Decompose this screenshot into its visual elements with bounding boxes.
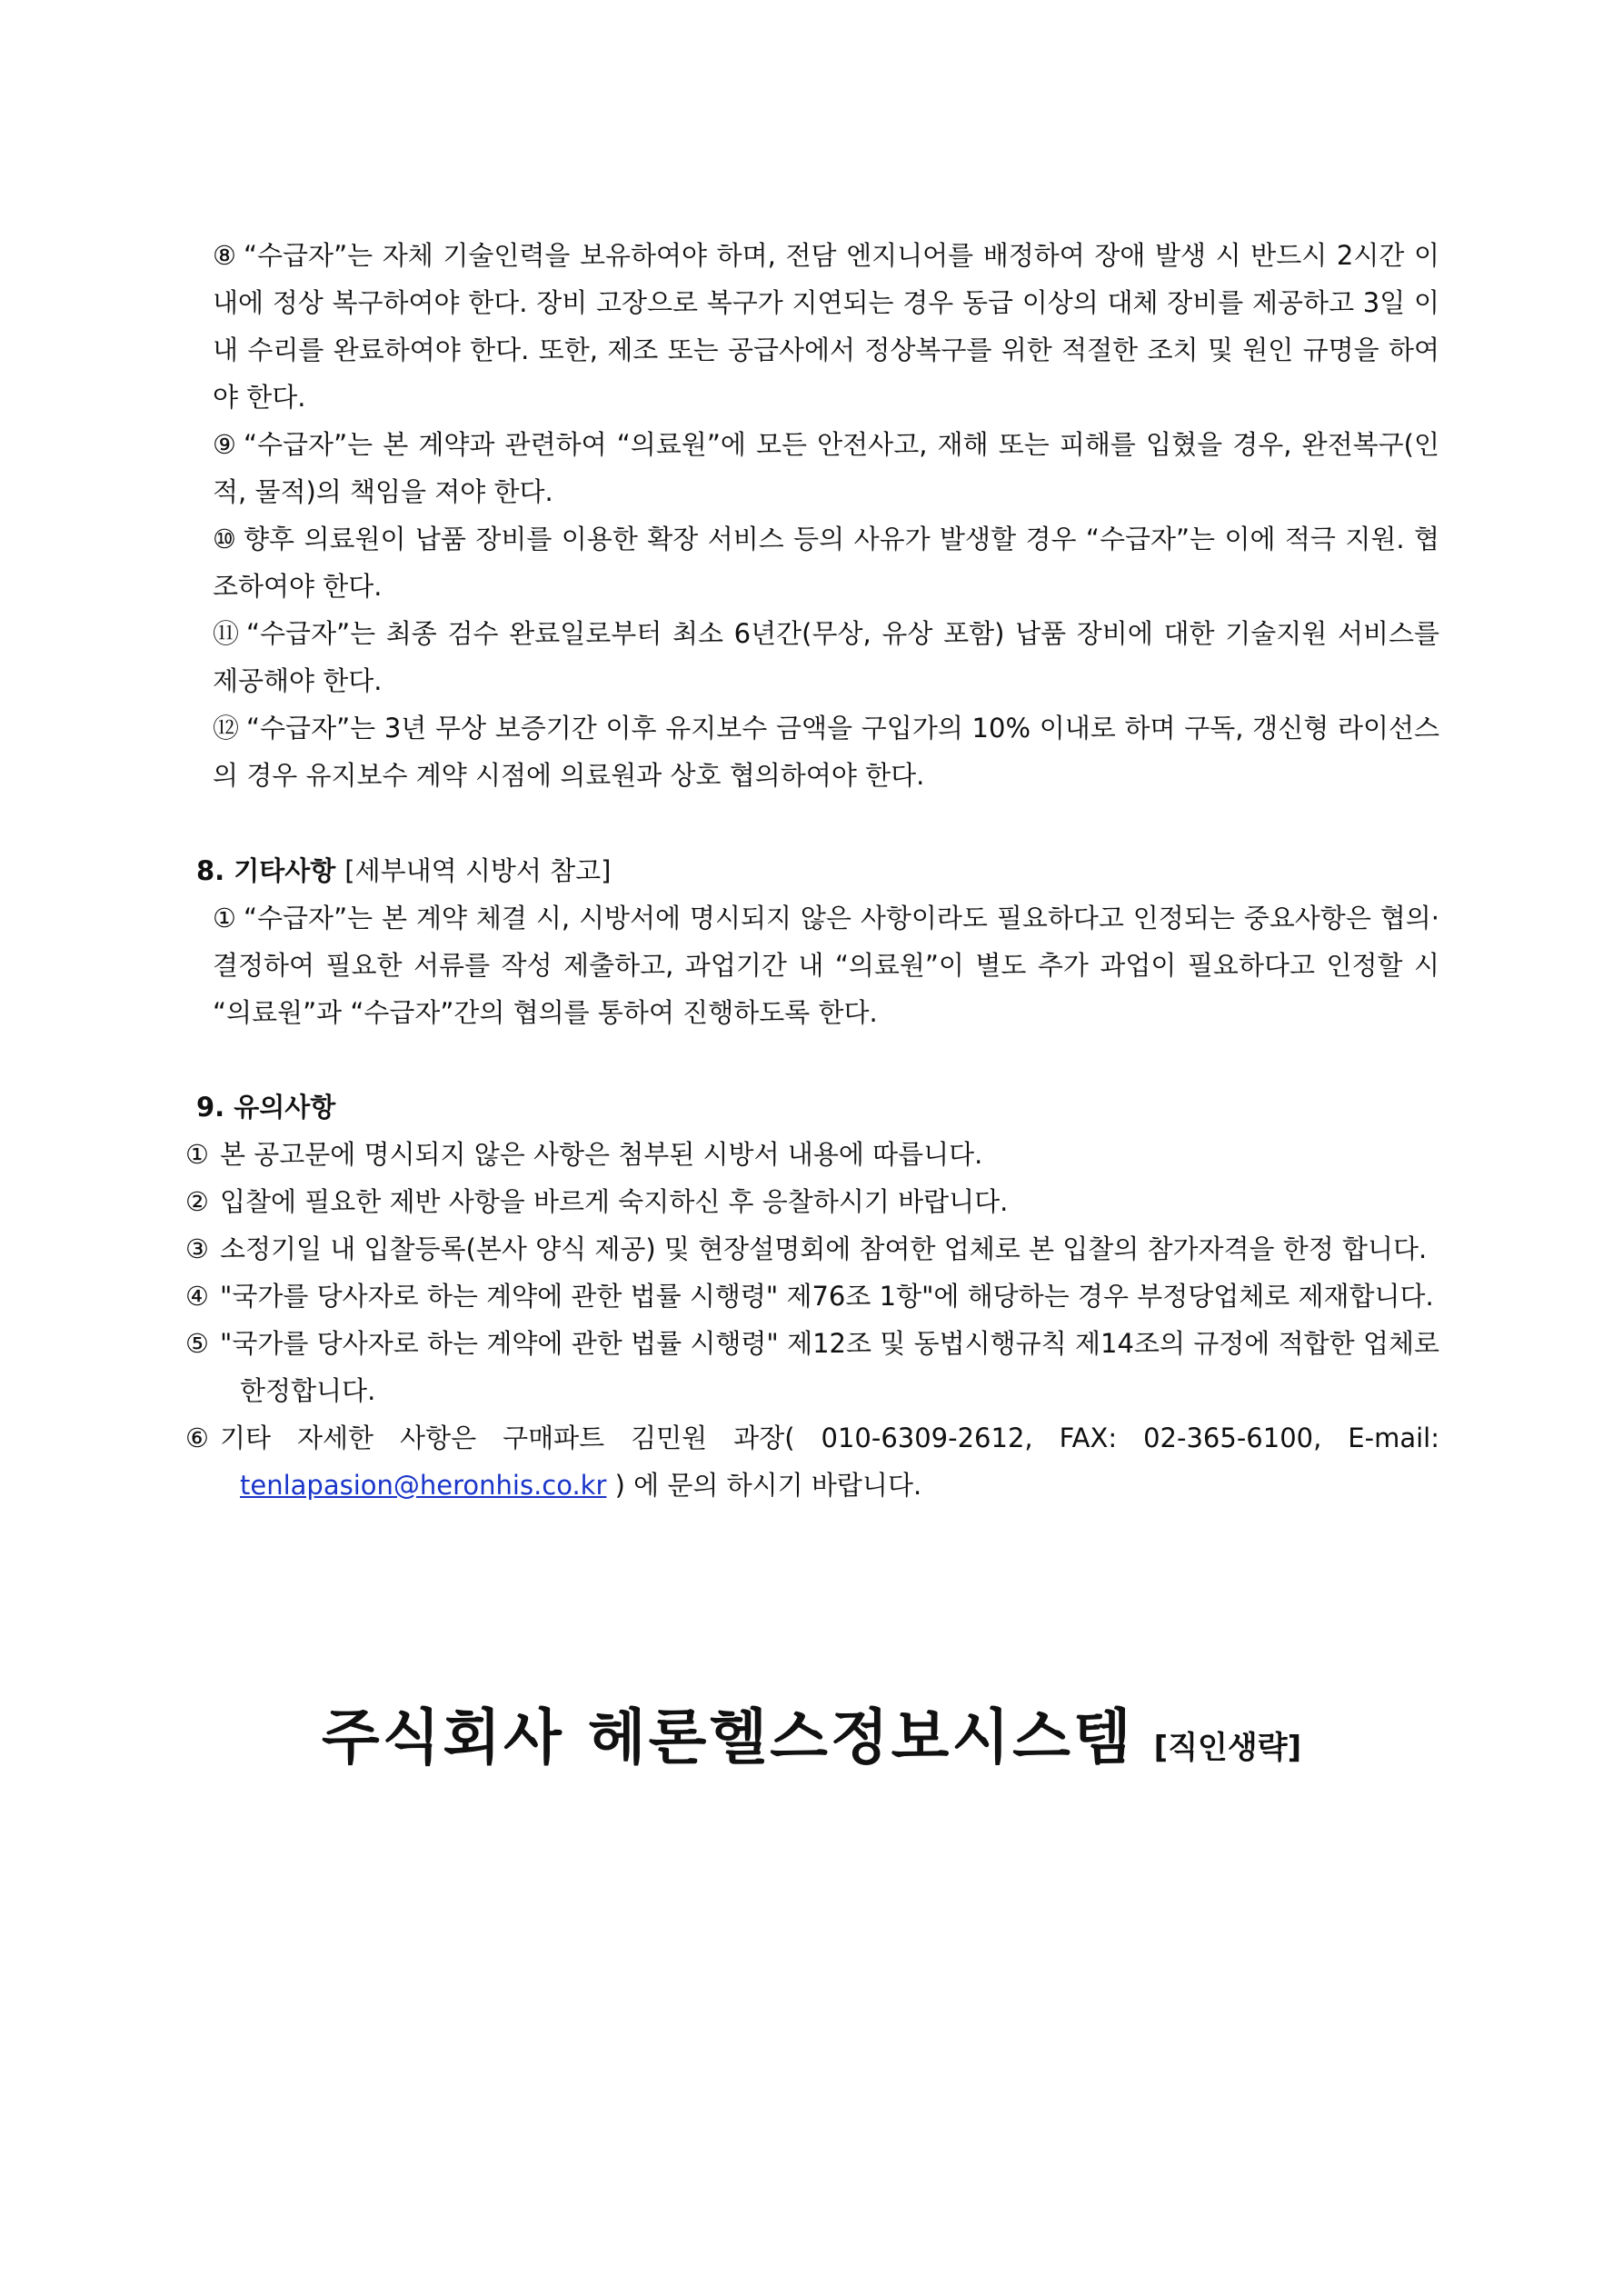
item-text: 기타 자세한 사항은 구매파트 김민원 과장( 010-6309-2612, FAX: 02-365-6100, E-mail:	[220, 1423, 1439, 1453]
item-marker: ⑧	[213, 240, 236, 271]
section-number: 9.	[196, 1092, 225, 1123]
item-text: “수급자”는 본 계약과 관련하여 “의료원”에 모든 안전사고, 재해 또는 피해를 입혔을 경우, 완전복구(인적, 물적)의 책임을 져야 한다.	[213, 429, 1439, 507]
contact-email-link[interactable]: tenlapasion@heronhis.co.kr	[240, 1470, 607, 1501]
item-text: 입찰에 필요한 제반 사항을 바르게 숙지하신 후 응찰하시기 바랍니다.	[220, 1186, 1009, 1217]
item-marker: ①	[213, 903, 236, 933]
item-text: “수급자”는 3년 무상 보증기간 이후 유지보수 금액을 구입가의 10% 이내로 하며 구독, 갱신형 라이선스의 경우 유지보수 계약 시점에 의료원과 상호 협의하여야 한다.	[213, 713, 1439, 791]
item-text: “수급자”는 본 계약 체결 시, 시방서에 명시되지 않은 사항이라도 필요하다고 인정되는 중요사항은 협의·결정하여 필요한 서류를 작성 제출하고, 과업기간 내 “의료원”이 별도 추가 과업이 필요하다고 인정할 시 “의료원”과 “수급자”간의 협의를 통하여 진행하도록 한다.	[213, 903, 1439, 1028]
section-9-item-6: ⑥ 기타 자세한 사항은 구매파트 김민원 과장( 010-6309-2612, FAX: 02-365-6100, E-mail: tenlapasion@heronhis.co.kr ) 에 문의 하시기 바랍니다.	[185, 1423, 1439, 1501]
seal-note: [직인생략]	[1153, 1730, 1302, 1766]
company-signature	[0, 1689, 1623, 1775]
item-text: 본 공고문에 명시되지 않은 사항은 첨부된 시방서 내용에 따릅니다.	[220, 1139, 983, 1170]
item-marker: ⑩	[213, 524, 236, 554]
obligation-item-9	[213, 421, 1439, 515]
item-text: 소정기일 내 입찰등록(본사 양식 제공) 및 현장설명회에 참여한 업체로 본 입찰의 참가자격을 한정 합니다.	[220, 1233, 1428, 1264]
item-text-end: ) 에 문의 하시기 바랍니다.	[606, 1470, 922, 1501]
section-title: 유의사항	[234, 1092, 336, 1123]
obligation-item-12	[213, 704, 1439, 799]
item-text: “수급자”는 최종 검수 완료일로부터 최소 6년간(무상, 유상 포함) 납품 장비에 대한 기술지원 서비스를 제공해야 한다.	[213, 618, 1439, 696]
section-9-item-5: ⑤ "국가를 당사자로 하는 계약에 관한 법률 시행령" 제12조 및 동법시행규칙 제14조의 규정에 적합한 업체로 한정합니다.	[185, 1328, 1439, 1406]
section-9-item-3: ③ 소정기일 내 입찰등록(본사 양식 제공) 및 현장설명회에 참여한 업체로 본 입찰의 참가자격을 한정 합니다.	[185, 1233, 1428, 1264]
section-8-heading	[196, 847, 1439, 894]
section-9	[185, 1083, 1439, 1509]
item-text: "국가를 당사자로 하는 계약에 관한 법률 시행령" 제12조 및 동법시행규칙 제14조의 규정에 적합한 업체로 한정합니다.	[220, 1328, 1439, 1406]
obligation-item-10	[213, 515, 1439, 610]
section-9-item-2: ② 입찰에 필요한 제반 사항을 바르게 숙지하신 후 응찰하시기 바랍니다.	[185, 1186, 1009, 1217]
item-text: 향후 의료원이 납품 장비를 이용한 확장 서비스 등의 사유가 발생할 경우 “수급자”는 이에 적극 지원. 협조하여야 한다.	[213, 524, 1439, 602]
section-note: [세부내역 시방서 참고]	[344, 855, 612, 886]
company-name: 주식회사 헤론헬스정보시스템	[321, 1702, 1134, 1772]
obligation-item-11	[213, 610, 1439, 704]
item-text: “수급자”는 자체 기술인력을 보유하여야 하며, 전담 엔지니어를 배정하여 장애 발생 시 반드시 2시간 이내에 정상 복구하여야 한다. 장비 고장으로 복구가 지연되는 경우 동급 이상의 대체 장비를 제공하고 3일 이내 수리를 완료하여야 한다. 또한, 제조 또는 공급사에서 정상복구를 위한 적절한 조치 및 원인 규명을 하여야 한다.	[213, 240, 1439, 413]
section-9-heading	[196, 1083, 1439, 1131]
obligations-list	[213, 232, 1439, 799]
section-8-item-1	[213, 894, 1439, 1036]
item-marker: ⑪	[213, 618, 240, 649]
item-marker: ⑫	[213, 713, 240, 744]
item-marker: ⑨	[213, 429, 236, 460]
item-text: "국가를 당사자로 하는 계약에 관한 법률 시행령" 제76조 1항"에 해당하는 경우 부정당업체로 제재합니다.	[220, 1281, 1434, 1312]
section-9-item-4: ④ "국가를 당사자로 하는 계약에 관한 법률 시행령" 제76조 1항"에 해당하는 경우 부정당업체로 제재합니다.	[185, 1281, 1434, 1312]
section-number: 8.	[196, 855, 225, 886]
section-8	[196, 847, 1439, 1036]
obligation-item-8	[213, 232, 1439, 421]
section-9-item-1: ① 본 공고문에 명시되지 않은 사항은 첨부된 시방서 내용에 따릅니다.	[185, 1139, 983, 1170]
section-title: 기타사항	[234, 855, 336, 886]
